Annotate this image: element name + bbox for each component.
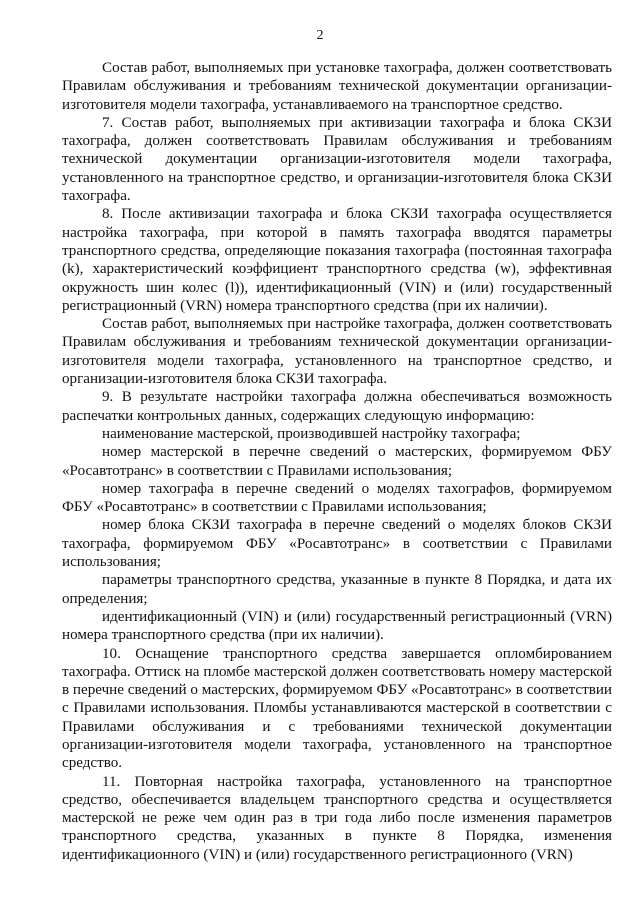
paragraph-configuration-works: Состав работ, выполняемых при настройке тахографа, должен соответствовать Правилам обслуживания и требованиям технической документации организации-изготовителя модели тахографа, установленного на транспортное средство, и организации-изготовителя блока СКЗИ тахографа.	[62, 316, 612, 388]
paragraph-installation-works: Состав работ, выполняемых при установке тахографа, должен соответствовать Правилам обслуживания и требованиям технической документации организации-изготовителя модели тахографа, устанавливаемого на транспортное средство.	[62, 60, 612, 113]
paragraph-11-reconfiguration: 11. Повторная настройка тахографа, установленного на транспортное средство, обеспечивается владельцем транспортного средства и осуществляется мастерской не реже чем один раз в три года либо после изменения параметров транспортного средства, указанных в пункте 8 Порядка, изменения идентификационного (VIN) и (или) государственного регистрационного (VRN)	[62, 773, 612, 863]
paragraph-8-configuration: 8. После активизации тахографа и блока СКЗИ тахографа осуществляется настройка тахографа, при которой в память тахографа вводятся параметры транспортного средства, определяющие показания тахографа (постоянная тахографа (k), характеристический коэффициент транспортного средства (w), эффективная окружность шин колес (l)), идентификационный (VIN) и (или) государственный регистрационный (VRN) номера транспортного средства (при их наличии).	[62, 206, 612, 314]
list-item-workshop-number: номер мастерской в перечне сведений о мастерских, формируемом ФБУ «Росавтотранс» в соответствии с Правилами использования;	[62, 444, 612, 479]
paragraph-10-sealing: 10. Оснащение транспортного средства завершается опломбированием тахографа. Оттиск на пломбе мастерской должен соответствовать номеру мастерской в перечне сведений о мастерских, формируемом ФБУ «Росавтотранс» в соответствии с Правилами использования. Пломбы устанавливаются мастерской в соответствии с Правилами обслуживания и с требованиями технической документации организации-изготовителя модели тахографа, установленного на транспортное средство.	[62, 645, 612, 772]
paragraph-7-activation: 7. Состав работ, выполняемых при активизации тахографа и блока СКЗИ тахографа, должен соответствовать Правилам обслуживания и требованиям технической документации организации-изготовителя модели тахографа, установленного на транспортное средство, и организации-изготовителя блока СКЗИ тахографа.	[62, 114, 612, 205]
list-item-vin-vrn: идентификационный (VIN) и (или) государственный регистрационный (VRN) номера транспортного средства (при их наличии).	[62, 608, 612, 644]
document-body	[62, 59, 612, 864]
list-item-vehicle-parameters: параметры транспортного средства, указанные в пункте 8 Порядка, и дата их определения;	[62, 572, 612, 607]
paragraph-9-printout: 9. В результате настройки тахографа должна обеспечиваться возможность распечатки контрольных данных, содержащих следующую информацию:	[62, 389, 612, 424]
page-number: 2	[316, 28, 324, 43]
list-item-skzi-number: номер блока СКЗИ тахографа в перечне сведений о моделях блоков СКЗИ тахографа, формируемом ФБУ «Росавтотранс» в соответствии с Правилами использования;	[62, 517, 612, 571]
list-item-workshop-name: наименование мастерской, производившей настройку тахографа;	[102, 425, 521, 442]
list-item-tachograph-number: номер тахографа в перечне сведений о моделях тахографов, формируемом ФБУ «Росавтотранс» в соответствии с Правилами использования;	[62, 480, 612, 516]
